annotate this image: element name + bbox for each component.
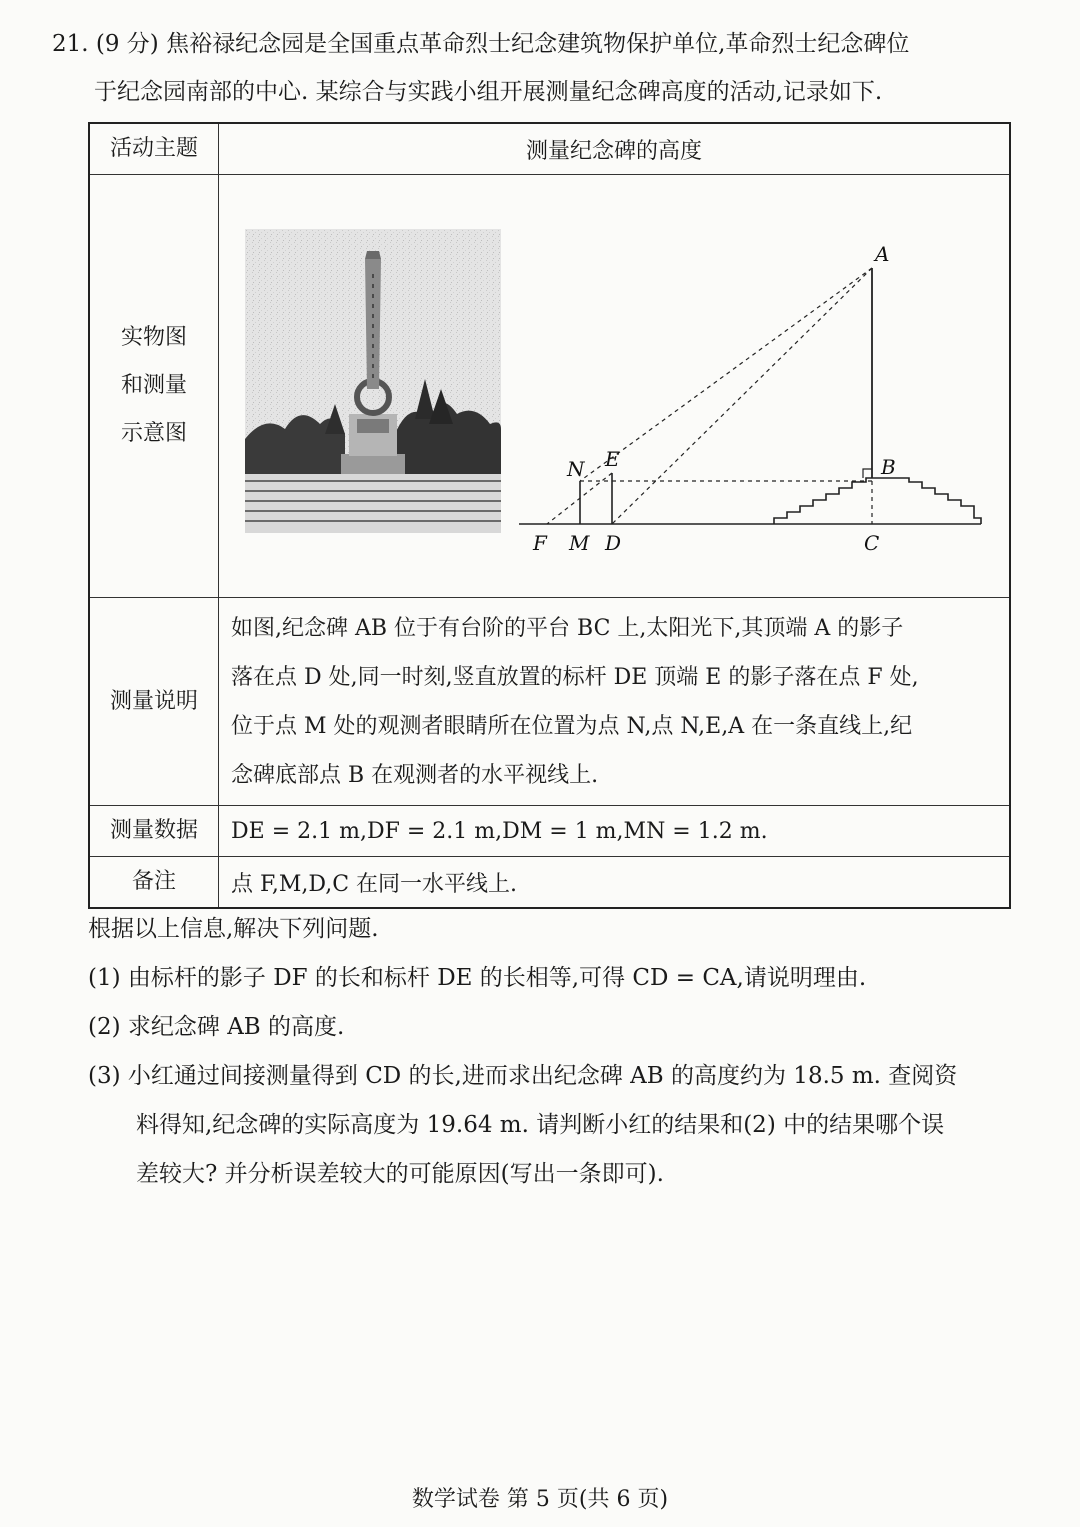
question-1: (1) 由标杆的影子 DF 的长和标杆 DE 的长相等,可得 CD = CA,请说明理由. [88,965,867,991]
note-label: 备注 [89,857,219,909]
figure-label [89,175,219,598]
platform [774,478,981,524]
label-n: N [567,457,585,481]
sight-line-nea [580,268,872,481]
intro-line-2: 于纪念园南部的中心. 某综合与实践小组开展测量纪念碑高度的活动,记录如下. [94,79,883,105]
question-3-line-3: 差较大? 并分析误差较大的可能原因(写出一条即可). [136,1161,664,1187]
question-3 [88,1052,1028,1199]
figure-label-line-2: 和测量 [120,373,187,398]
description-line-4: 念碑底部点 B 在观测者的水平视线上. [231,762,599,788]
monument-photo [245,229,501,533]
activity-table [88,122,1011,909]
note-value: 点 F,M,D,C 在同一水平线上. [219,857,1011,909]
description-line-3: 位于点 M 处的观测者眼睛所在位置为点 N,点 N,E,A 在一条直线上,纪 [231,713,913,739]
question-score: (9 分) [95,31,159,57]
questions-section [88,905,1028,1199]
label-d: D [605,531,622,555]
figure-row [89,175,1010,598]
intro-line-1: 焦裕禄纪念园是全国重点革命烈士纪念建筑物保护单位,革命烈士纪念碑位 [166,31,910,57]
label-e: E [605,447,620,471]
question-number: 21. [52,31,89,57]
question-2: (2) 求纪念碑 AB 的高度. [88,1014,345,1040]
question-3-line-2: 料得知,纪念碑的实际高度为 19.64 m. 请判断小红的结果和(2) 中的结果哪个误 [136,1112,945,1138]
description-row [89,598,1010,806]
measurement-diagram [519,216,1009,556]
question-3-line-1: (3) 小红通过间接测量得到 CD 的长,进而求出纪念碑 AB 的高度约为 18.5 m. 查阅资 [88,1063,958,1089]
page-footer: 数学试卷 第 5 页(共 6 页) [411,1487,669,1512]
description-value [219,598,1011,806]
theme-row [89,123,1010,175]
theme-value: 测量纪念碑的高度 [219,123,1011,175]
label-a: A [875,242,890,266]
data-row [89,806,1010,857]
description-line-2: 落在点 D 处,同一时刻,竖直放置的标杆 DE 顶端 E 的影子落在点 F 处, [231,664,919,690]
label-m: M [569,531,590,555]
label-b: B [881,455,896,479]
label-c: C [864,531,880,555]
figure-cell [219,175,1011,598]
label-f: F [533,531,547,555]
data-label: 测量数据 [89,806,219,857]
description-line-1: 如图,纪念碑 AB 位于有台阶的平台 BC 上,太阳光下,其顶端 A 的影子 [231,615,904,641]
note-row [89,857,1010,909]
figure-label-line-1: 实物图 [120,325,187,350]
data-value: DE = 2.1 m,DF = 2.1 m,DM = 1 m,MN = 1.2 m. [219,806,1011,857]
figure-label-line-3: 示意图 [120,421,187,446]
question-intro [52,20,1027,116]
theme-label: 活动主题 [89,123,219,175]
description-label: 测量说明 [89,598,219,806]
questions-lead: 根据以上信息,解决下列问题. [88,916,379,942]
sun-ray-ad [612,268,872,524]
